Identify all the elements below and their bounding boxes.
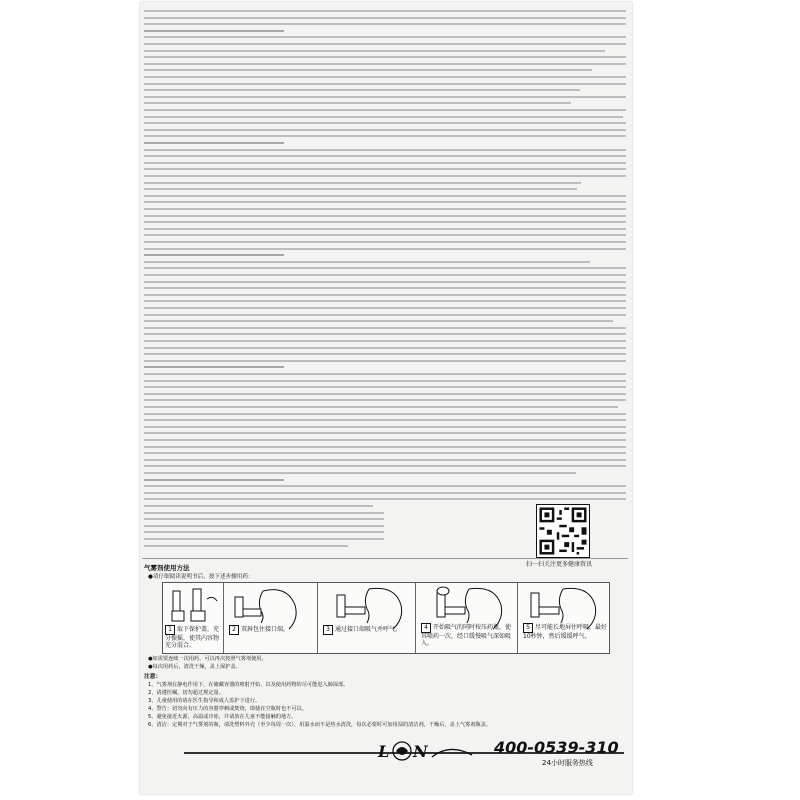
text-line	[144, 380, 626, 382]
text-line	[144, 479, 284, 481]
text-line	[144, 399, 626, 401]
text-line	[144, 17, 626, 19]
text-line	[144, 525, 384, 527]
text-line	[144, 188, 577, 190]
text-line	[144, 314, 626, 316]
notes-item-2: 2、请遵医嘱，切勿超过规定量。	[148, 690, 224, 696]
step-1-caption: 1 取下保护盖，充分振摇，使其内容物充分混合。	[165, 626, 220, 649]
notes-item-3: 3、儿童使用的请在医生指导和成人监护下进行。	[148, 698, 261, 704]
text-line	[144, 446, 626, 448]
text-line	[144, 426, 626, 428]
text-line	[144, 406, 618, 408]
notes-item-1: 1、气雾剂在静电作用下，在储藏容器的喷射开始，以及使用药物的尽可能进入肺深部。	[148, 682, 349, 688]
text-line	[144, 83, 626, 85]
text-line	[144, 439, 626, 441]
text-line	[144, 300, 626, 302]
text-line	[144, 89, 580, 91]
text-line	[144, 102, 571, 104]
text-line	[144, 109, 626, 111]
notes-item-4: 4、警告：切勿向有压力的容器穿刺或焚烧，即使在空瓶时也不可以。	[148, 706, 307, 712]
text-line	[144, 505, 373, 507]
text-line	[144, 498, 626, 500]
text-line	[144, 10, 626, 12]
text-line	[144, 208, 626, 210]
svg-text:N: N	[413, 742, 428, 761]
text-line	[144, 545, 348, 547]
text-line	[144, 340, 626, 342]
text-line	[144, 23, 626, 25]
face-mouthpiece-illustration	[223, 583, 317, 631]
text-line	[144, 248, 626, 250]
text-line	[144, 43, 626, 45]
text-line	[144, 333, 626, 335]
text-line	[144, 294, 626, 296]
face-exhale-illustration	[317, 583, 415, 631]
text-line	[144, 353, 626, 355]
text-line	[144, 538, 384, 540]
step-panel-1	[163, 583, 224, 653]
text-line	[144, 228, 626, 230]
text-line	[144, 36, 626, 38]
text-line	[144, 459, 626, 461]
step-panel-5	[517, 583, 609, 653]
text-line	[144, 419, 626, 421]
text-line	[144, 195, 626, 197]
text-line	[144, 393, 626, 395]
text-line	[144, 327, 626, 329]
qr-caption: 扫一扫关注更多健康资讯	[526, 561, 593, 568]
text-line	[144, 261, 590, 263]
text-line	[144, 320, 613, 322]
usage-hint: ●请仔细阅读说明书后，按下述步骤用药：	[148, 574, 254, 580]
text-line	[144, 413, 626, 415]
text-line	[144, 373, 626, 375]
notes-item-5: 5、避免接近火源，高温或冷冻，并请放在儿童不能接触的地方。	[148, 714, 297, 720]
text-line	[144, 432, 626, 434]
step-4-caption: 4 开始吸气的同时按压药瓶，使其喷药一次，经口缓慢吸气深如吸入。	[421, 624, 512, 647]
text-line	[144, 386, 626, 388]
text-line	[144, 162, 626, 164]
text-line	[144, 122, 626, 124]
text-line	[144, 485, 626, 487]
notes-item-6: 6、清洁：定期对于气雾剂的瓶，请洗塑料外壳（至少每周一次），用温水而不是热水清洗，每次必要时可加用湿的清洁剂，干燥后，盖上气雾剂瓶盖。	[148, 722, 492, 728]
hotline-caption: 24小时服务热线	[542, 759, 593, 767]
step-3-caption: 3 通过接口端吸气并呼气。	[323, 625, 413, 635]
text-line	[144, 241, 626, 243]
usage-note-2: ●每次用药后，清洗干燥，盖上保护盖。	[148, 664, 241, 670]
section-divider	[142, 558, 628, 559]
hotline-number: 400-0539-310	[494, 738, 619, 757]
text-line	[144, 168, 626, 170]
text-line	[144, 492, 626, 494]
text-line	[144, 221, 626, 223]
text-line	[144, 366, 284, 368]
text-line	[144, 30, 284, 32]
text-line	[144, 234, 626, 236]
text-line	[144, 307, 626, 309]
leaflet-sheet	[140, 2, 632, 794]
text-line	[144, 135, 626, 137]
text-line	[144, 182, 581, 184]
usage-title: 气雾剂使用方法	[144, 564, 190, 572]
text-line	[144, 142, 284, 144]
lunan-logo	[376, 735, 486, 771]
text-line	[144, 512, 384, 514]
text-line	[144, 287, 626, 289]
text-line	[144, 175, 626, 177]
step-panel-3	[317, 583, 416, 653]
text-line	[144, 215, 626, 217]
step-panel-4	[415, 583, 518, 653]
text-line	[144, 347, 626, 349]
text-line	[144, 360, 626, 362]
text-line	[144, 69, 592, 71]
text-line	[144, 267, 626, 269]
text-line	[144, 96, 626, 98]
text-line	[144, 201, 626, 203]
text-line	[144, 63, 626, 65]
text-line	[144, 116, 623, 118]
text-line	[144, 129, 626, 131]
text-line	[144, 76, 626, 78]
text-line	[144, 274, 626, 276]
qr-code	[536, 504, 590, 558]
text-line	[144, 465, 626, 467]
usage-steps	[162, 582, 610, 654]
text-line	[144, 281, 626, 283]
text-line	[144, 452, 626, 454]
step-5-caption: 5 尽可能长地屏住呼吸，最好10秒钟，然后缓缓呼气。	[523, 624, 608, 640]
usage-note-1: ●如需要连续一次用药，可以再次按照气雾剂使用。	[148, 656, 267, 662]
step-panel-2	[223, 583, 318, 653]
text-line	[144, 531, 384, 533]
text-line	[144, 56, 626, 58]
notes-title: 注意：	[144, 674, 162, 680]
text-line	[144, 50, 605, 52]
text-line	[144, 472, 576, 474]
text-line	[144, 155, 626, 157]
text-line	[144, 518, 384, 520]
step-2-caption: 2 双唇包住接口端。	[229, 625, 315, 635]
text-line	[144, 149, 626, 151]
svg-text:L: L	[378, 742, 390, 761]
text-line	[144, 254, 284, 256]
inhaler-cap-off-illustration	[163, 583, 223, 631]
